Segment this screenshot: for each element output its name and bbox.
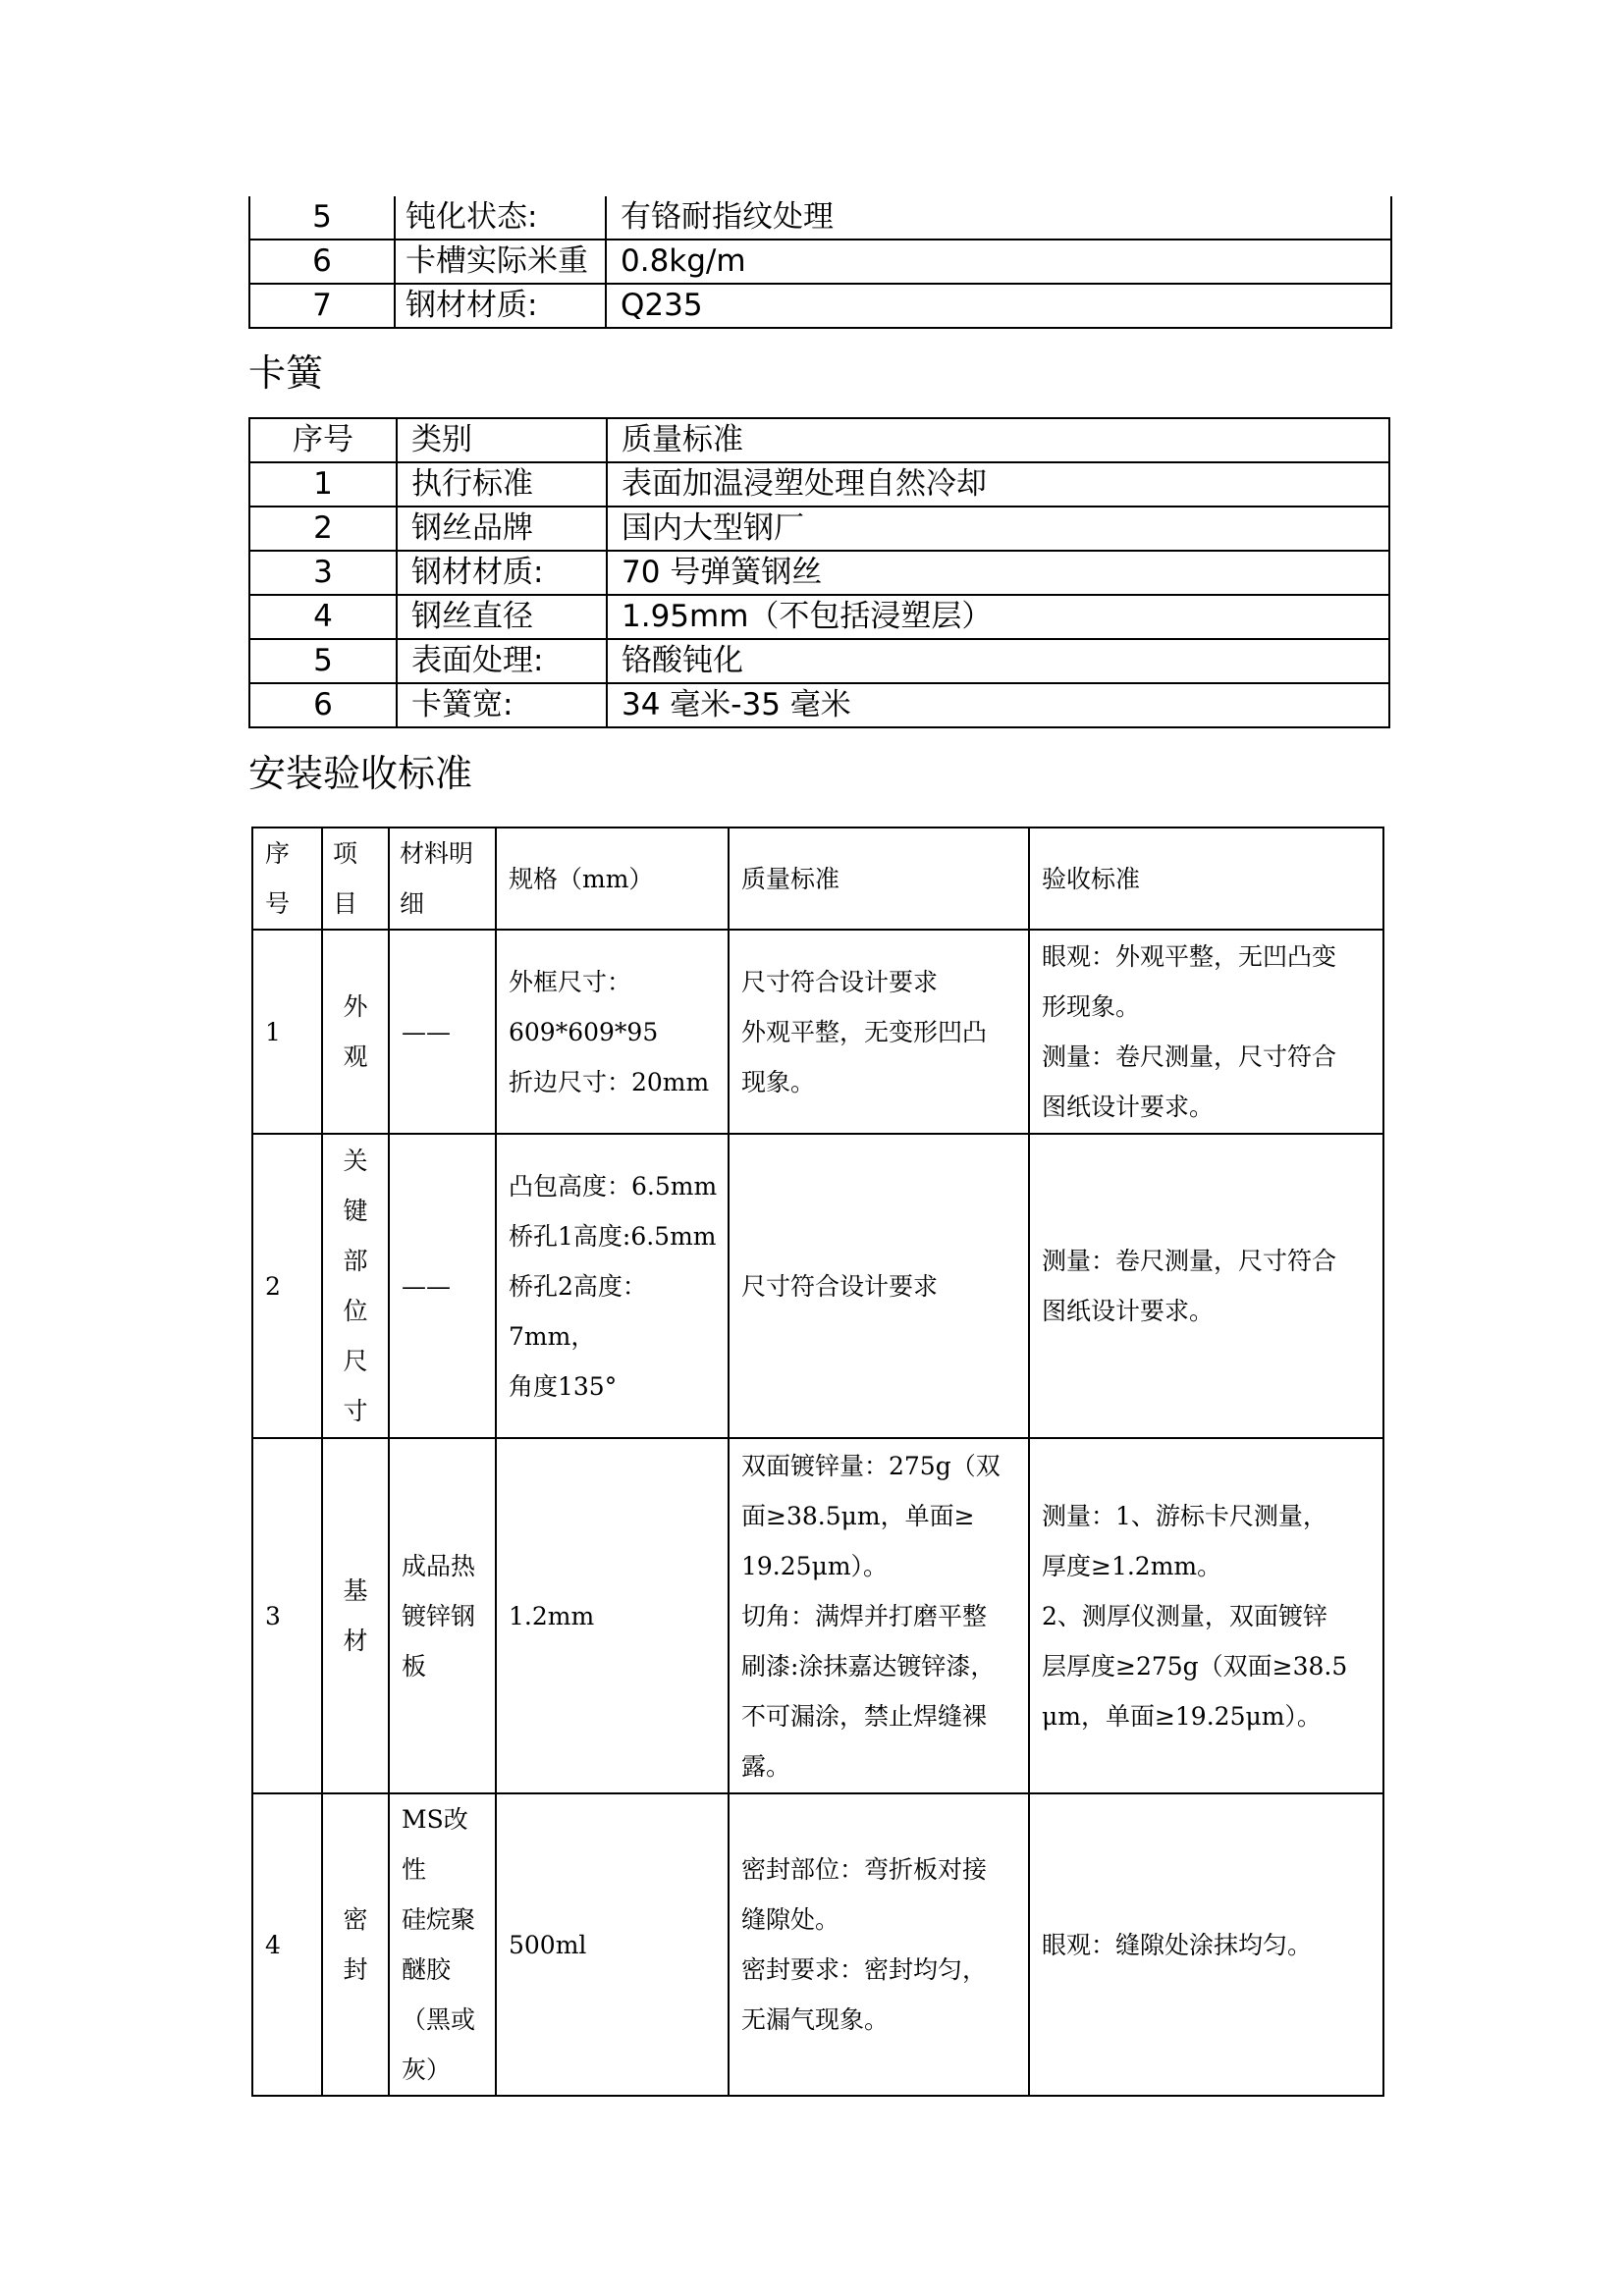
row-label: 钢丝直径 (397, 595, 607, 639)
row-acceptance: 测量：卷尺测量，尺寸符合 图纸设计要求。 (1029, 1134, 1383, 1438)
row-number: 2 (249, 507, 397, 551)
row-number: 3 (252, 1438, 322, 1793)
row-material: —— (389, 930, 496, 1134)
table-row (252, 930, 1383, 1134)
row-number: 4 (249, 595, 397, 639)
row-number: 6 (249, 683, 397, 727)
table-row (249, 462, 1389, 507)
row-item: 密 封 (322, 1793, 389, 2096)
table-row (249, 595, 1389, 639)
row-item: 关 键 部 位 尺 寸 (322, 1134, 389, 1438)
row-acceptance: 眼观：缝隙处涂抹均匀。 (1029, 1793, 1383, 2096)
table-row (249, 240, 1391, 284)
acceptance-table (251, 827, 1384, 2097)
row-value: 铬酸钝化 (607, 639, 1389, 683)
header-standard: 质量标准 (607, 418, 1389, 462)
row-number: 2 (252, 1134, 322, 1438)
row-acceptance: 眼观：外观平整，无凹凸变 形现象。 测量：卷尺测量，尺寸符合 图纸设计要求。 (1029, 930, 1383, 1134)
row-quality: 密封部位：弯折板对接 缝隙处。 密封要求：密封均匀， 无漏气现象。 (729, 1793, 1029, 2096)
row-item: 基 材 (322, 1438, 389, 1793)
row-value: 0.8kg/m (606, 240, 1391, 284)
table-row (252, 1793, 1383, 2096)
row-quality: 双面镀锌量：275g（双 面≥38.5μm，单面≥ 19.25μm）。 切角：满焊并打磨平整 刷漆:涂抹嘉达镀锌漆， 不可漏涂，禁止焊缝裸 露。 (729, 1438, 1029, 1793)
header-number: 序号 (249, 418, 397, 462)
row-spec: 500ml (496, 1793, 729, 2096)
row-number: 1 (249, 462, 397, 507)
row-label: 钢材材质: (397, 551, 607, 595)
row-value: 表面加温浸塑处理自然冷却 (607, 462, 1389, 507)
section-heading-spring-clip: 卡簧 (248, 351, 324, 395)
row-quality: 尺寸符合设计要求 (729, 1134, 1029, 1438)
row-number: 4 (252, 1793, 322, 2096)
row-number: 5 (249, 196, 395, 240)
row-material: MS改性 硅烷聚 醚胶 （黑或 灰） (389, 1793, 496, 2096)
row-value: 有铬耐指纹处理 (606, 196, 1391, 240)
table-row (249, 683, 1389, 727)
row-number: 1 (252, 930, 322, 1134)
header-item: 项 目 (322, 828, 389, 930)
table-row (249, 507, 1389, 551)
row-spec: 凸包高度：6.5mm 桥孔1高度:6.5mm 桥孔2高度：7mm， 角度135° (496, 1134, 729, 1438)
row-quality: 尺寸符合设计要求 外观平整，无变形凹凸 现象。 (729, 930, 1029, 1134)
row-spec: 1.2mm (496, 1438, 729, 1793)
table-row (249, 284, 1391, 328)
table-row (252, 1134, 1383, 1438)
header-acceptance: 验收标准 (1029, 828, 1383, 930)
table-row (249, 639, 1389, 683)
row-item: 外 观 (322, 930, 389, 1134)
row-number: 3 (249, 551, 397, 595)
header-spec: 规格（mm） (496, 828, 729, 930)
row-material: —— (389, 1134, 496, 1438)
row-acceptance: 测量：1、游标卡尺测量， 厚度≥1.2mm。 2、测厚仪测量，双面镀锌 层厚度≥275g（双面≥38.5 μm，单面≥19.25μm）。 (1029, 1438, 1383, 1793)
row-value: 70 号弹簧钢丝 (607, 551, 1389, 595)
row-value: 国内大型钢厂 (607, 507, 1389, 551)
header-category: 类别 (397, 418, 607, 462)
row-value: 1.95mm（不包括浸塑层） (607, 595, 1389, 639)
header-material: 材料明 细 (389, 828, 496, 930)
row-value: Q235 (606, 284, 1391, 328)
row-label: 钢材材质: (395, 284, 606, 328)
row-label: 卡槽实际米重 (395, 240, 606, 284)
row-value: 34 毫米-35 毫米 (607, 683, 1389, 727)
row-spec: 外框尺寸： 609*609*95 折边尺寸：20mm (496, 930, 729, 1134)
row-material: 成品热 镀锌钢 板 (389, 1438, 496, 1793)
table-header-row (249, 418, 1389, 462)
table-row (249, 196, 1391, 240)
row-label: 钝化状态: (395, 196, 606, 240)
header-number: 序 号 (252, 828, 322, 930)
row-number: 5 (249, 639, 397, 683)
header-quality: 质量标准 (729, 828, 1029, 930)
table-header-row (252, 828, 1383, 930)
row-label: 钢丝品牌 (397, 507, 607, 551)
row-label: 卡簧宽: (397, 683, 607, 727)
section-heading-acceptance: 安装验收标准 (248, 752, 473, 795)
table-row (249, 551, 1389, 595)
row-label: 表面处理: (397, 639, 607, 683)
passivation-table (248, 196, 1392, 329)
spring-clip-table (248, 417, 1390, 728)
row-number: 6 (249, 240, 395, 284)
row-number: 7 (249, 284, 395, 328)
table-row (252, 1438, 1383, 1793)
row-label: 执行标准 (397, 462, 607, 507)
